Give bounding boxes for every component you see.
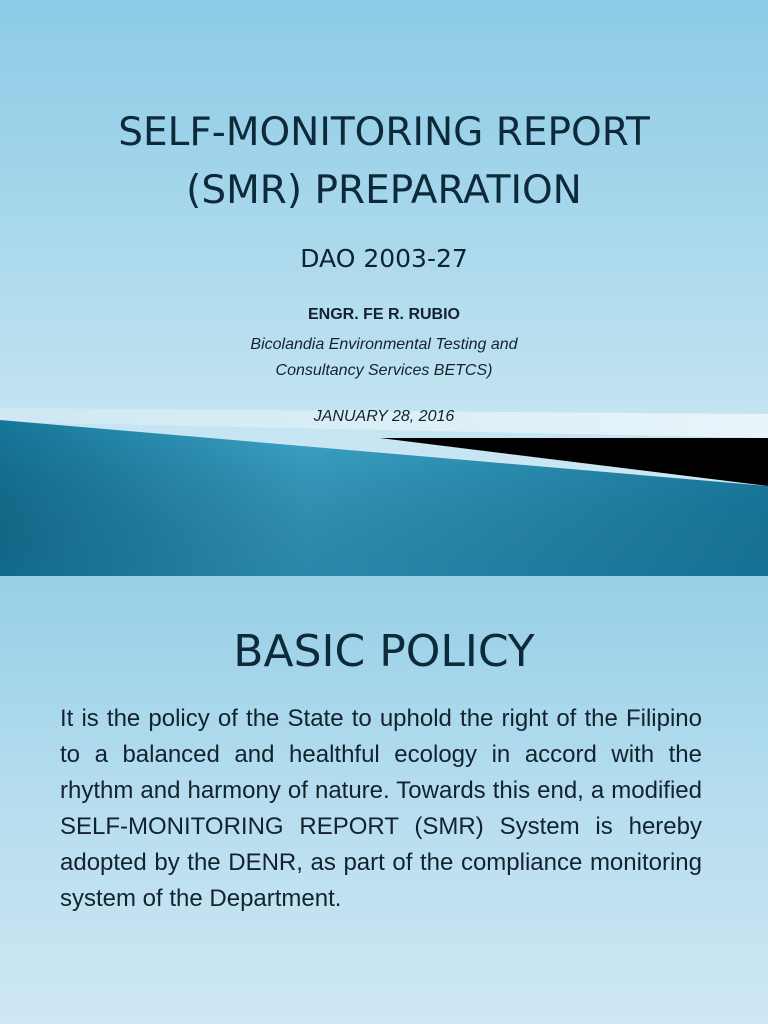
organization	[0, 332, 768, 384]
slide-heading: BASIC POLICY	[233, 626, 535, 677]
presentation-date: JANUARY 28, 2016	[313, 408, 455, 425]
author-name: ENGR. FE R. RUBIO	[307, 306, 460, 323]
title-line-1: SELF-MONITORING REPORT	[118, 110, 650, 155]
slide-subtitle: DAO 2003-27	[300, 244, 468, 273]
title-line-2: (SMR) PREPARATION	[186, 168, 582, 213]
decorative-band	[0, 408, 768, 576]
slide-title	[0, 104, 768, 220]
policy-paragraph: It is the policy of the State to uphold the right of the Filipino to a balanced and healthful ecology in accord with the rhythm and harmony of nature. Towards this end, a modified SELF-MONITORING REPORT (SMR) System is hereby adopted by the DENR, as part of the compliance monitoring system of the Department.	[60, 705, 702, 912]
org-line-1: Bicolandia Environmental Testing and	[250, 336, 518, 353]
org-line-2: Consultancy Services BETCS)	[275, 362, 493, 379]
policy-slide	[0, 576, 768, 1024]
